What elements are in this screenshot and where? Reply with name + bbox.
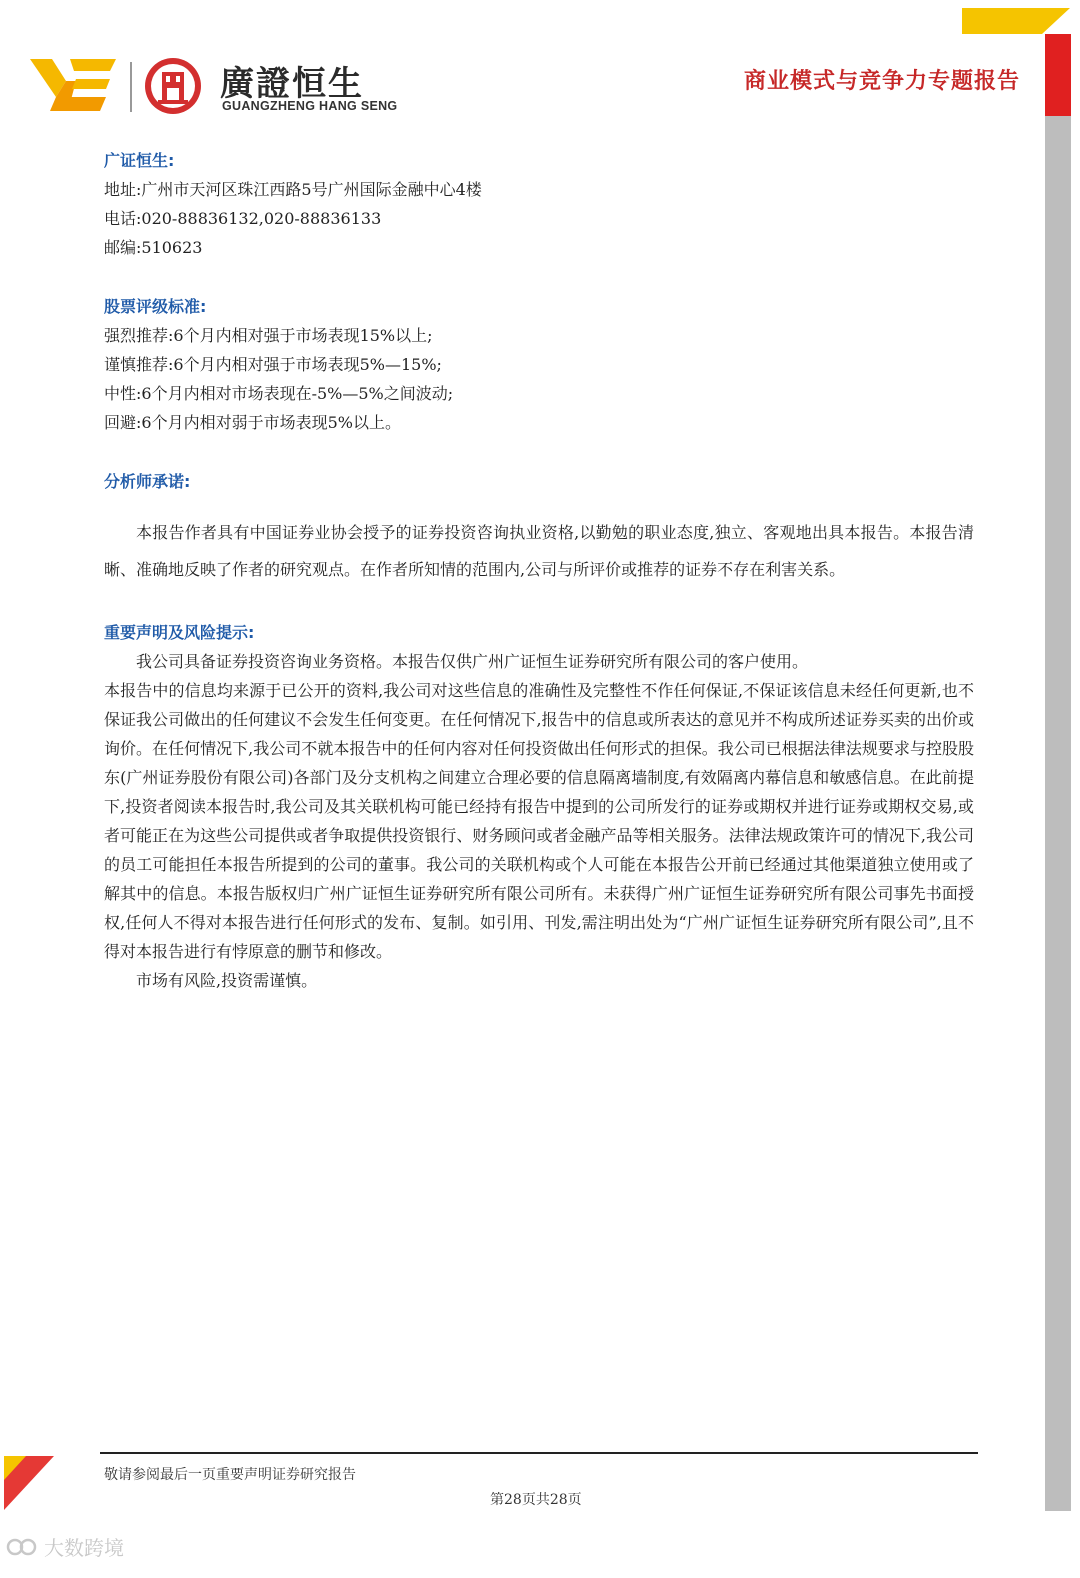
disclaimer-paragraph: 本报告中的信息均来源于已公开的资料,我公司对这些信息的准确性及完整性不作任何保证,不保证该信息未经任何更新,也不保证我公司做出的任何建议不会发生任何变更。在任何情况下,报告中的信息或所表达的意见并不构成所述证券买卖的出价或询价。在任何情况下,我公司不就本报告中的任何内容对任何投资做出任何形式的担保。我公司已根据法律法规要求与控股股东(广州证券股份有限公司)各部门及分支机构之间建立合理必要的信息隔离墙制度,有效隔离内幕信息和敏感信息。在此前提下,投资者阅读本报告时,我公司及其关联机构可能已经持有报告中提到的公司所发行的证券或期权并进行证券或期权交易,或者可能正在为这些公司提供或者争取提供投资银行、财务顾问或者金融产品等相关服务。法律法规政策许可的情况下,我公司的员工可能担任本报告所提到的公司的董事。我公司的关联机构或个人可能在本报告公开前已经通过其他渠道独立使用或了解其中的信息。本报告版权归广州广证恒生证券研究所有限公司所有。未获得广州广证恒生证券研究所有限公司事先书面授权,任何人不得对本报告进行任何形式的发布、复制。如引用、刊发,需注明出处为“广州广证恒生证券研究所有限公司”,且不得对本报告进行有悖原意的删节和修改。 [104, 681, 974, 961]
report-title: 商业模式与竞争力专题报告 [743, 69, 1020, 94]
spacer [104, 437, 974, 467]
spacer [104, 262, 974, 292]
logo-english-name: GUANGZHENG HANG SENG [222, 99, 398, 113]
hang-seng-seal-icon [143, 56, 203, 116]
disclaimer-paragraph: 我公司具备证券投资咨询业务资格。本报告仅供广州广证恒生证券研究所有限公司的客户使用。 [136, 652, 809, 671]
logo-divider [130, 62, 132, 112]
logo-chinese-name: 廣證恒生 [220, 64, 364, 104]
page-content [104, 146, 974, 995]
disclaimer-heading: 重要声明及风险提示: [104, 623, 255, 642]
rating-item: 回避:6个月内相对弱于市场表现5%以上。 [104, 413, 401, 432]
rating-heading: 股票评级标准: [104, 297, 207, 316]
corner-yellow-tab [1042, 8, 1070, 34]
side-red-bar [1045, 34, 1071, 116]
rating-item: 谨慎推荐:6个月内相对强于市场表现5%—15%; [104, 355, 442, 374]
spacer [104, 588, 974, 618]
company-heading: 广证恒生: [104, 151, 175, 170]
footer-note: 敬请参阅最后一页重要声明证券研究报告 [104, 1467, 356, 1483]
rating-item: 中性:6个月内相对市场表现在-5%—5%之间波动; [104, 384, 454, 403]
page-number: 第28页共28页 [490, 1492, 582, 1508]
rating-item: 强烈推荐:6个月内相对强于市场表现15%以上; [104, 326, 433, 345]
footer-corner-yellow [4, 1456, 26, 1480]
watermark-text: 大数跨境 [44, 1536, 124, 1560]
footer-rule [100, 1452, 978, 1454]
analyst-heading: 分析师承诺: [104, 472, 191, 491]
analyst-statement: 本报告作者具有中国证券业协会授予的证券投资咨询执业资格,以勤勉的职业态度,独立、客观地出具本报告。本报告清晰、准确地反映了作者的研究观点。在作者所知情的范围内,公司与所评价或推荐的证券不存在利害关系。 [104, 523, 974, 579]
ye-logo-icon [26, 55, 118, 115]
corner-yellow-bar [962, 8, 1042, 34]
company-phone: 电话:020-88836132,020-88836133 [104, 209, 382, 228]
company-address: 地址:广州市天河区珠江西路5号广州国际金融中心4楼 [104, 180, 482, 199]
watermark [6, 1532, 124, 1561]
watermark-logo-icon [6, 1536, 38, 1558]
spacer [104, 496, 974, 514]
company-postcode: 邮编:510623 [104, 238, 203, 257]
risk-warning: 市场有风险,投资需谨慎。 [136, 971, 318, 990]
side-gray-bar [1045, 116, 1071, 1511]
